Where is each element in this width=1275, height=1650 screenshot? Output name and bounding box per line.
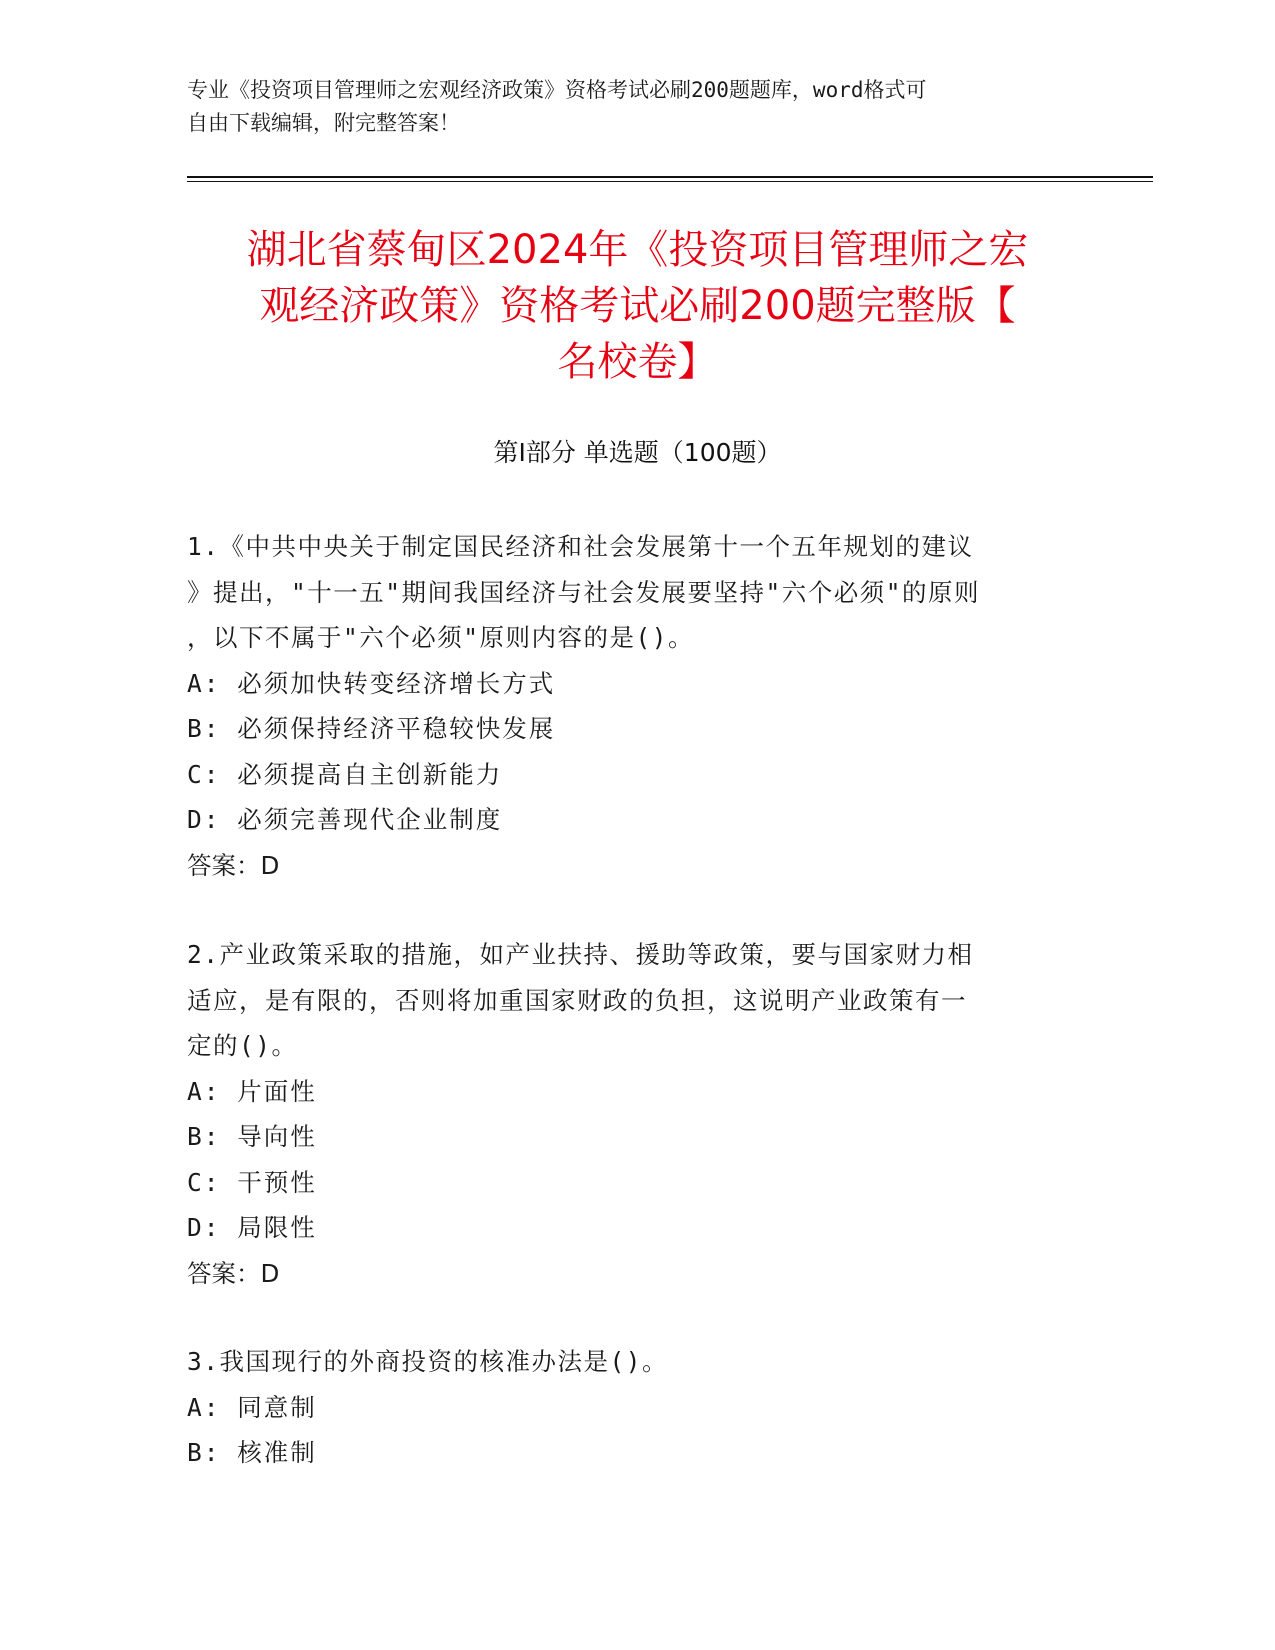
option-c: C: 必须提高自主创新能力 <box>187 759 503 789</box>
question-stem-line: ，以下不属于"六个必须"原则内容的是()。 <box>187 623 694 652</box>
question-stem-line: 定的()。 <box>187 1031 298 1060</box>
header-divider-thin <box>187 181 1153 182</box>
header-note-line-2: 自由下载编辑，附完整答案！ <box>187 111 460 135</box>
option-b: B: 必须保持经济平稳较快发展 <box>187 714 556 743</box>
question-3 <box>187 1339 1067 1476</box>
option-a: A: 必须加快转变经济增长方式 <box>187 668 556 698</box>
title-line-1: 湖北省蔡甸区2024年《投资项目管理师之宏 <box>246 227 1029 273</box>
title-line-2: 观经济政策》资格考试必刷200题完整版【 <box>259 283 1016 329</box>
answer: 答案：D <box>187 1258 280 1288</box>
question-stem-line: 2.产业政策采取的措施，如产业扶持、援助等政策，要与国家财力相 <box>187 940 974 969</box>
question-stem-line: 3.我国现行的外商投资的核准办法是()。 <box>187 1347 668 1376</box>
header-note-line-1: 专业《投资项目管理师之宏观经济政策》资格考试必刷200题题库，word格式可 <box>187 78 927 102</box>
option-d: D: 必须完善现代企业制度 <box>187 805 503 834</box>
question-stem-line: 适应，是有限的，否则将加重国家财政的负担，这说明产业政策有一 <box>187 985 967 1015</box>
answer: 答案：D <box>187 850 280 880</box>
header-note <box>187 74 1087 140</box>
question-1 <box>187 524 1067 888</box>
title-line-3: 名校卷】 <box>557 339 718 385</box>
section-heading: 第Ⅰ部分 单选题（100题） <box>493 438 782 467</box>
option-b: B: 导向性 <box>187 1122 317 1151</box>
option-c: C: 干预性 <box>187 1167 317 1197</box>
header-divider-thick <box>187 176 1153 178</box>
question-2 <box>187 932 1067 1296</box>
option-d: D: 局限性 <box>187 1213 317 1242</box>
document-title <box>150 222 1125 390</box>
option-a: A: 同意制 <box>187 1392 317 1422</box>
option-a: A: 片面性 <box>187 1076 317 1106</box>
question-stem-line: 》提出，"十一五"期间我国经济与社会发展要坚持"六个必须"的原则 <box>187 577 980 607</box>
option-b: B: 核准制 <box>187 1438 317 1467</box>
question-stem-line: 1.《中共中央关于制定国民经济和社会发展第十一个五年规划的建议 <box>187 532 974 561</box>
